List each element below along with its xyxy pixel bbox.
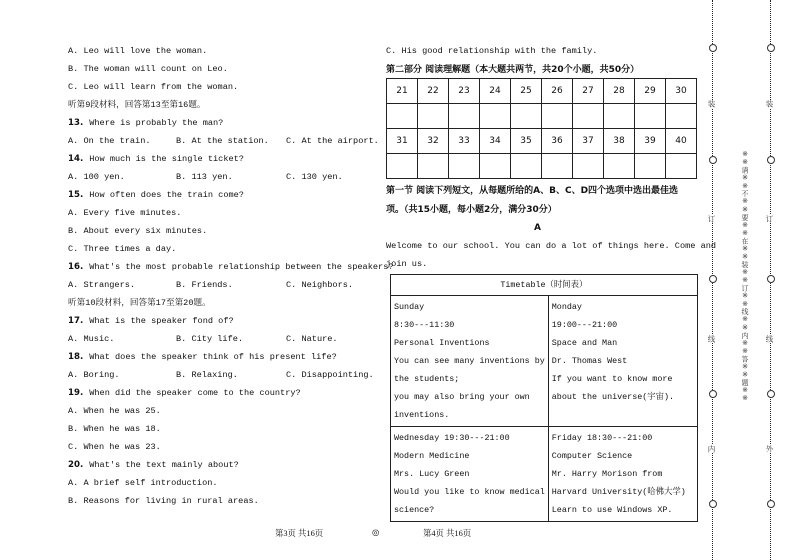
binding-label: 装 [765, 100, 774, 108]
binding-label: 线 [707, 335, 716, 343]
binding-hole [767, 44, 775, 52]
question [68, 459, 239, 471]
answer-option: B. Relaxing. [176, 370, 238, 380]
timetable-line: Friday 18:30---21:00 [551, 433, 653, 443]
binding-label: 内 [707, 445, 716, 453]
timetable-line: Would you like to know medical [394, 487, 545, 497]
answer-box[interactable] [480, 154, 511, 179]
answer-option: A. On the train. [68, 136, 151, 146]
answer-grid-number: 27 [573, 79, 604, 104]
option-c-relationship: C. His good relationship with the family. [386, 46, 598, 56]
binding-hole [709, 275, 717, 283]
question-text: What does the speaker think of his present life? [89, 352, 337, 362]
timetable-line: science? [394, 505, 435, 515]
answer-box[interactable] [573, 154, 604, 179]
question [68, 117, 223, 129]
timetable-line: Computer Science [551, 451, 633, 461]
timetable-line: Mr. Harry Morison from [551, 469, 663, 479]
answer-grid-number: 26 [542, 79, 573, 104]
binding-hole [709, 156, 717, 164]
question-text: What is the speaker fond of? [89, 316, 234, 326]
answer-box[interactable] [387, 154, 418, 179]
answer-option: A. 100 yen. [68, 172, 125, 182]
question-number: 16. [68, 262, 84, 272]
timetable-line: Mrs. Lucy Green [394, 469, 470, 479]
answer-grid-number: 22 [418, 79, 449, 104]
question [68, 261, 394, 273]
timetable-line: Space and Man [551, 338, 618, 348]
part-two-heading: 第二部分 阅读理解题（本大题共两节，共20个小题，共50分） [386, 65, 640, 75]
timetable-line: Dr. Thomas West [551, 356, 628, 366]
timetable-cell-wednesday [391, 427, 549, 522]
question-text: When did the speaker come to the country? [89, 388, 301, 398]
section-one-instruction: 第一节 阅读下列短文，从每题所给的A、B、C、D四个选项中选出最佳选 [386, 186, 679, 196]
answer-grid-number: 29 [635, 79, 666, 104]
binding-hole [709, 44, 717, 52]
answer-box[interactable] [387, 104, 418, 129]
timetable-title: Timetable（时间表） [391, 275, 698, 296]
answer-box[interactable] [604, 154, 635, 179]
answer-option: C. Nature. [286, 334, 338, 344]
answer-option: B. When he was 18. [68, 424, 161, 434]
answer-option: A. Boring. [68, 370, 120, 380]
answer-box[interactable] [542, 104, 573, 129]
timetable-line: Personal Inventions [394, 338, 490, 348]
timetable-line: about the universe(宇宙). [551, 392, 675, 402]
answer-grid-number: 25 [511, 79, 542, 104]
answer-option: B. The woman will count on Leo. [68, 64, 228, 74]
answer-option: C. 130 yen. [286, 172, 343, 182]
question [68, 351, 337, 363]
answer-option: B. Reasons for living in rural areas. [68, 496, 259, 506]
timetable-line: 8:30---11:30 [394, 320, 455, 330]
timetable [390, 274, 698, 522]
answer-option: A. Strangers. [68, 280, 136, 290]
answer-grid-number: 40 [666, 129, 697, 154]
answer-grid-number: 38 [604, 129, 635, 154]
timetable-line: Wednesday 19:30---21:00 [394, 433, 510, 443]
answer-box[interactable] [418, 154, 449, 179]
answer-option: C. Disappointing. [286, 370, 374, 380]
question-number: 20. [68, 460, 84, 470]
answer-option: A. Music. [68, 334, 115, 344]
answer-option: B. At the station. [176, 136, 269, 146]
answer-option: A. When he was 25. [68, 406, 161, 416]
timetable-line: Monday [551, 302, 582, 312]
answer-grid-number: 36 [542, 129, 573, 154]
timetable-cell-sunday [391, 296, 549, 427]
answer-box[interactable] [418, 104, 449, 129]
question [68, 189, 244, 201]
question [68, 153, 244, 165]
answer-option: C. Neighbors. [286, 280, 354, 290]
answer-option: A. Every five minutes. [68, 208, 182, 218]
question-number: 13. [68, 118, 84, 128]
timetable-line: Modern Medicine [394, 451, 470, 461]
page-number-left: 第3页 共16页 [275, 529, 324, 538]
answer-option: B. City life. [176, 334, 244, 344]
answer-grid-number: 31 [387, 129, 418, 154]
answer-grid-number: 30 [666, 79, 697, 104]
listening-instruction: 听第9段材料，回答第13至第16题。 [68, 100, 206, 110]
binding-warning: ※※请※※不※※要※※在※※装※※订※※线※※内※※答※※题※※ [741, 150, 749, 403]
answer-grid-number: 28 [604, 79, 635, 104]
timetable-line: inventions. [394, 410, 450, 420]
timetable-cell-friday [548, 427, 697, 522]
listening-instruction: 听第10段材料，回答第17至第20题。 [68, 298, 211, 308]
answer-box[interactable] [635, 104, 666, 129]
passage-label: A [534, 223, 541, 233]
intro-text-cont: join us. [386, 259, 428, 269]
question-number: 19. [68, 388, 84, 398]
binding-label: 外 [765, 445, 774, 453]
answer-box[interactable] [635, 154, 666, 179]
answer-box[interactable] [666, 154, 697, 179]
answer-box[interactable] [511, 154, 542, 179]
answer-grid-number: 33 [449, 129, 480, 154]
binding-hole [767, 156, 775, 164]
answer-grid-number: 34 [480, 129, 511, 154]
timetable-line: Learn to use Windows XP. [551, 505, 673, 515]
answer-option: A. Leo will love the woman. [68, 46, 208, 56]
question-number: 15. [68, 190, 84, 200]
answer-box[interactable] [666, 104, 697, 129]
answer-grid [386, 78, 697, 179]
binding-hole [767, 275, 775, 283]
binding-label: 线 [765, 335, 774, 343]
timetable-line: the students; [394, 374, 460, 384]
binding-hole [767, 500, 775, 508]
timetable-cell-monday [548, 296, 697, 427]
binding-label: 订 [765, 215, 774, 223]
answer-box[interactable] [511, 104, 542, 129]
question-number: 18. [68, 352, 84, 362]
answer-box[interactable] [542, 154, 573, 179]
answer-grid-number: 24 [480, 79, 511, 104]
question [68, 387, 301, 399]
answer-grid-number: 37 [573, 129, 604, 154]
timetable-line: 19:00---21:00 [551, 320, 618, 330]
question-text: Where is probably the man? [89, 118, 224, 128]
answer-option: B. Friends. [176, 280, 233, 290]
binding-label: 装 [707, 100, 716, 108]
answer-option: B. 113 yen. [176, 172, 233, 182]
question [68, 315, 234, 327]
answer-option: C. At the airport. [286, 136, 379, 146]
answer-grid-number: 21 [387, 79, 418, 104]
page-number-right: 第4页 共16页 [423, 529, 472, 538]
answer-box[interactable] [449, 154, 480, 179]
answer-grid-number: 35 [511, 129, 542, 154]
answer-box[interactable] [604, 104, 635, 129]
binding-hole [709, 500, 717, 508]
intro-text: Welcome to our school. You can do a lot of things here. Come and [386, 241, 717, 251]
answer-grid-number: 39 [635, 129, 666, 154]
timetable-line: You can see many inventions by [394, 356, 545, 366]
question-text: How much is the single ticket? [89, 154, 244, 164]
answer-box[interactable] [573, 104, 604, 129]
binding-hole [767, 390, 775, 398]
timetable-line: Sunday [394, 302, 425, 312]
section-one-instruction-cont: 项。（共15小题，每小题2分，满分30分） [386, 205, 557, 215]
answer-option: B. About every six minutes. [68, 226, 208, 236]
answer-grid-number: 23 [449, 79, 480, 104]
binding-label: 订 [707, 215, 716, 223]
question-text: How often does the train come? [89, 190, 244, 200]
answer-option: C. Leo will learn from the woman. [68, 82, 239, 92]
answer-option: C. When he was 23. [68, 442, 161, 452]
timetable-line: Harvard University(哈佛大学) [551, 487, 686, 497]
question-number: 14. [68, 154, 84, 164]
answer-grid-number: 32 [418, 129, 449, 154]
answer-option: A. A brief self introduction. [68, 478, 218, 488]
answer-option: C. Three times a day. [68, 244, 177, 254]
question-number: 17. [68, 316, 84, 326]
page-center-symbol: ◎ [372, 528, 380, 537]
answer-box[interactable] [449, 104, 480, 129]
timetable-line: you may also bring your own [394, 392, 530, 402]
binding-hole [709, 390, 717, 398]
timetable-line: If you want to know more [551, 374, 673, 384]
answer-box[interactable] [480, 104, 511, 129]
question-text: What's the most probable relationship between the speakers? [89, 262, 394, 272]
question-text: What's the text mainly about? [89, 460, 239, 470]
